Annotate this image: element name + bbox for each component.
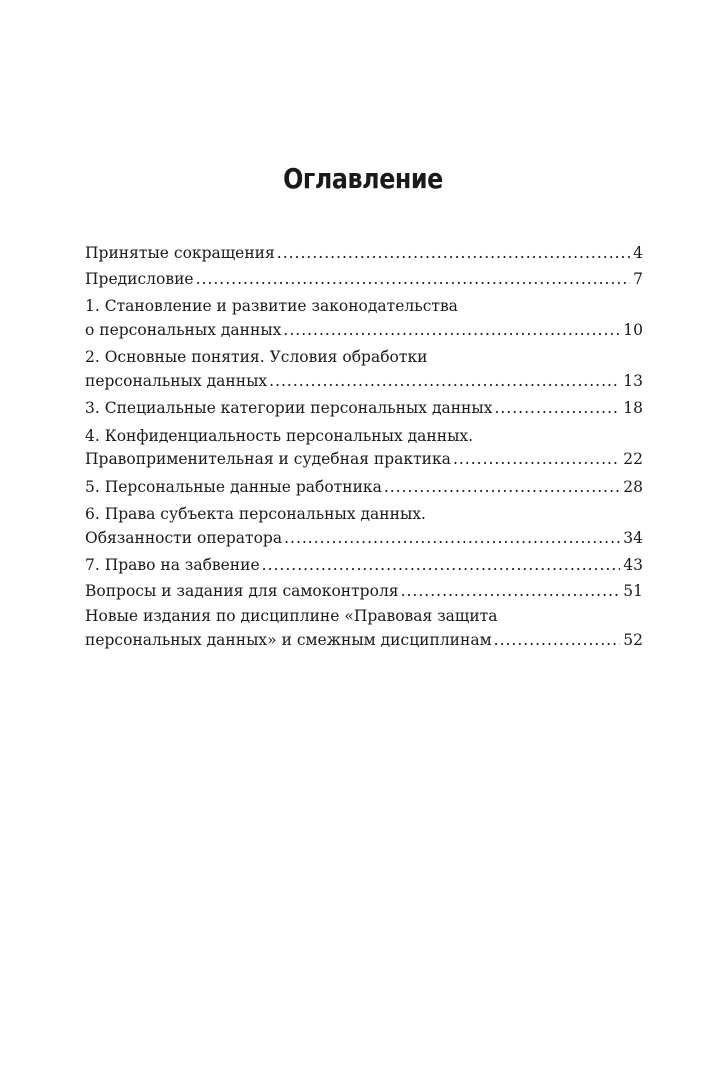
dot-leader [283,319,620,343]
toc-entry-page: 18 [623,399,643,417]
toc-entry-page: 13 [623,371,643,390]
toc-entry-title-line: персональных данных [85,371,268,390]
toc-entry-questions[interactable] [85,580,643,604]
toc-entry-chapter-2[interactable] [85,346,643,393]
toc-entry-new-publications[interactable] [85,605,643,652]
toc-entry-page: 43 [623,556,643,574]
toc-entry-page: 7 [633,269,643,288]
toc-entry-chapter-5[interactable] [85,476,643,500]
dot-leader [453,448,620,472]
toc-entry-title-line: 6. Права субъекта персональных данных. [85,505,426,523]
toc-entry-page: 28 [623,477,643,496]
toc-entry-title: Принятые сокращения [85,244,275,262]
dot-leader [277,242,630,266]
dot-leader [401,580,621,604]
toc-entry-chapter-4[interactable] [85,425,643,472]
toc-entry-chapter-3[interactable] [85,397,643,421]
toc-entry-page: 52 [623,630,643,649]
toc-entry-title-line: Обязанности оператора [85,528,283,547]
dot-leader [494,629,621,653]
toc-entry-title-line: Новые издания по дисциплине «Правовая защита [85,607,498,625]
toc-entry-page: 10 [623,320,643,339]
toc-entry-title-line: персональных данных» и смежным дисциплинам [85,630,492,649]
toc-entry-title: Вопросы и задания для самоконтроля [85,581,399,600]
toc-entry-title-line: 2. Основные понятия. Условия обработки [85,348,428,366]
toc-entry-title-line: о персональных данных [85,320,282,339]
toc-entry-title-line: 4. Конфиденциальность персональных данных. [85,426,474,445]
page-title: Оглавление [283,162,443,195]
toc-entry-title: Предисловие [85,269,194,288]
toc-entry-title: 5. Персональные данные работника [85,477,382,496]
toc-entry-page: 34 [623,528,643,547]
dot-leader [284,527,620,551]
dot-leader [262,554,621,578]
dot-leader [384,476,620,500]
toc-entry-chapter-6[interactable] [85,503,643,550]
toc-entry-chapter-7[interactable] [85,554,643,578]
toc-entry-page: 4 [633,244,643,262]
toc-entry-title: 7. Право на забвение [85,556,260,574]
table-of-contents [85,242,643,656]
toc-entry-title: 3. Специальные категории персональных данных [85,399,493,417]
toc-entry-title-line: 1. Становление и развитие законодательства [85,297,458,315]
dot-leader [494,397,620,421]
toc-entry-chapter-1[interactable] [85,295,643,342]
toc-entry-abbreviations[interactable] [85,242,643,266]
toc-entry-page: 51 [623,581,643,600]
toc-entry-title-line: Правоприменительная и судебная практика [85,450,451,468]
dot-leader [269,370,620,394]
toc-entry-page: 22 [623,450,643,468]
toc-entry-preface[interactable] [85,268,643,292]
dot-leader [196,268,631,292]
